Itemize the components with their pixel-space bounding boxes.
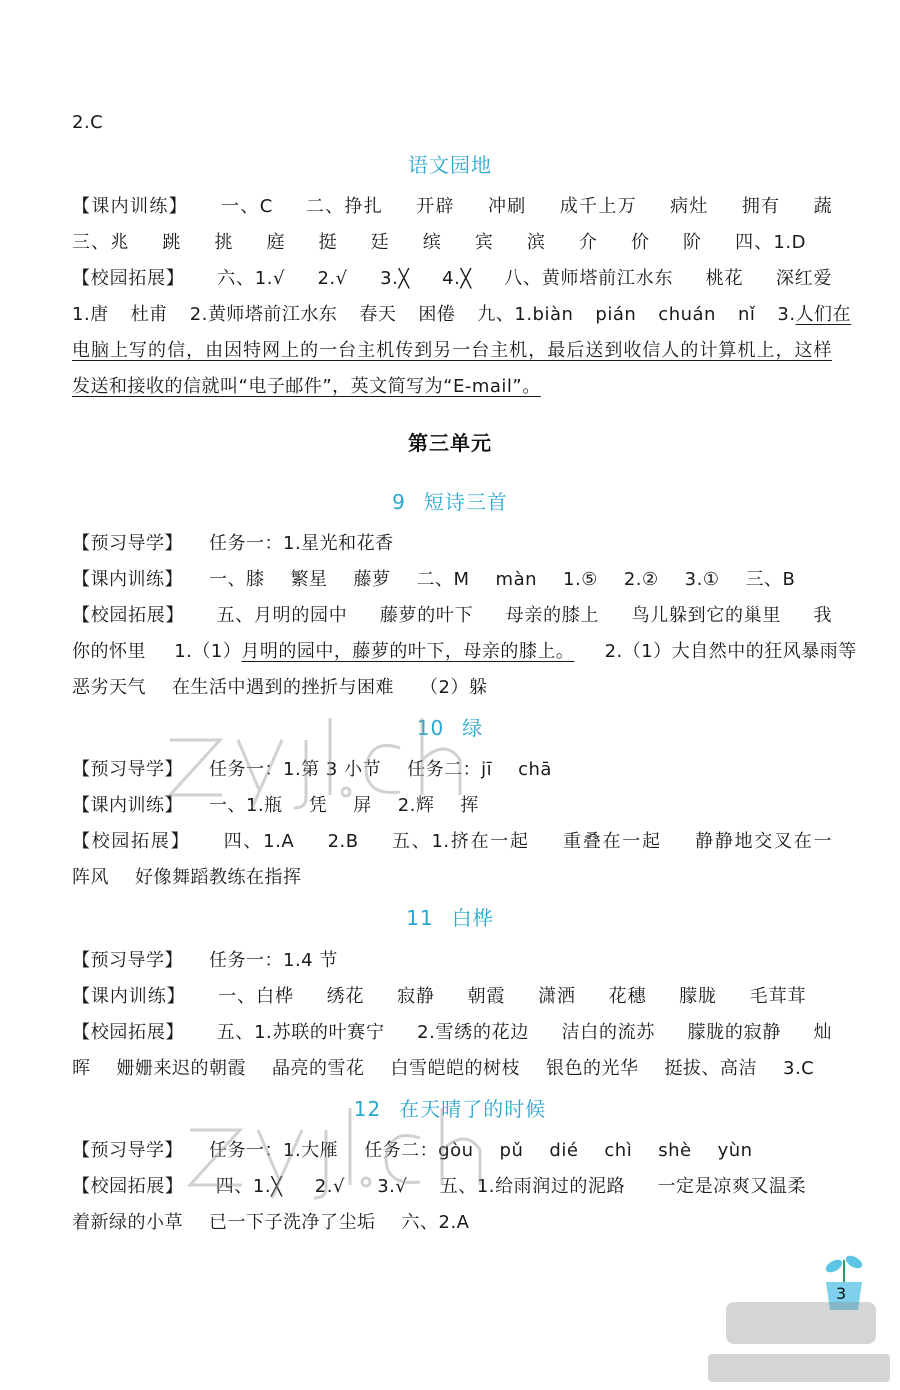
section-title-12: [0, 1097, 900, 1121]
yuwen-line-2: [72, 232, 832, 254]
answer-item: 2.辉: [397, 795, 435, 816]
answer-item: 任务一：1.4 节: [209, 950, 338, 971]
s11-line-3: [72, 1022, 832, 1044]
answer-item: 拥有: [741, 196, 781, 217]
answer-item: 好像舞蹈教练在指挥: [135, 867, 302, 888]
answer-item: 八、黄师塔前江水东: [504, 268, 674, 289]
s12-line-2: [72, 1176, 832, 1198]
answer-item: 任务一：1.星光和花香: [209, 533, 394, 554]
answer-item: 【课内训练】: [72, 795, 183, 816]
section-10-number: 10: [416, 716, 445, 740]
answer-item: 杜甫: [130, 304, 168, 325]
s12-line-1: [72, 1140, 832, 1162]
answer-item: 姗姗来迟的朝霞: [116, 1058, 246, 1079]
answer-item: 屏: [353, 795, 372, 816]
answer-item: 一定是凉爽又温柔: [657, 1176, 807, 1197]
answer-item: （2）躲: [420, 677, 488, 698]
answer-item: 阵风: [72, 867, 109, 888]
answer-item: 重叠在一起: [563, 831, 662, 852]
section-title-yuwen: 语文园地: [408, 153, 492, 177]
answer-item: 晶亮的雪花: [272, 1058, 365, 1079]
answer-item: 静静地交叉在一: [695, 831, 832, 852]
answer-item: 任务一：1.大雁: [209, 1140, 339, 1161]
page-number: 3: [836, 1284, 847, 1303]
answer-item: 藤萝: [353, 569, 391, 590]
yuwen-line-3: [72, 268, 832, 290]
yuwen-line-6-text: 发送和接收的信就叫“电子邮件”，英文简写为“E-mail”。: [72, 376, 541, 397]
s9-line-4: [72, 641, 857, 663]
answer-item: 1.唐: [72, 304, 109, 325]
answer-item: 2.黄师塔前江水东: [189, 304, 338, 325]
answer-item: 晖: [72, 1058, 91, 1079]
answer-item: pián: [595, 304, 637, 325]
unit-title: 第三单元: [408, 431, 492, 455]
answer-item: 价: [630, 232, 651, 253]
s9-line-4-a: 你的怀里: [72, 641, 146, 662]
answer-item: 恶劣天气: [72, 677, 146, 698]
yuwen-line-4-underlined: 人们在: [795, 304, 852, 325]
yuwen-line-5-text: 电脑上写的信，由因特网上的一台主机传到另一台主机，最后送到收信人的计算机上，这样: [72, 340, 832, 361]
answer-item: 六、2.A: [401, 1212, 470, 1233]
answer-item: 【预习导学】: [72, 950, 183, 971]
answer-item: 跳: [162, 232, 182, 253]
answer-item: 繁星: [290, 569, 328, 590]
section-title-11: [0, 906, 900, 930]
yuwen-line-1: [72, 196, 832, 218]
answer-item: 藤萝的叶下: [379, 605, 474, 626]
answer-item: 挺: [318, 232, 338, 253]
answer-item: 一、1.瓶: [209, 795, 283, 816]
answer-item: 凭: [308, 795, 328, 816]
answer-item: 3.C: [783, 1058, 815, 1079]
answer-item: 春天: [359, 304, 397, 325]
answer-item: 四、1.D: [735, 232, 806, 253]
answer-item: 开辟: [416, 196, 455, 217]
answer-item: nǐ: [737, 304, 756, 325]
answer-item: 四、1.╳: [215, 1176, 283, 1197]
answer-item: 一、C: [221, 196, 273, 217]
answer-item: yùn: [717, 1140, 753, 1161]
answer-item: 廷: [370, 232, 390, 253]
answer-item: dié: [549, 1140, 579, 1161]
answer-item: 朦胧的寂静: [687, 1022, 782, 1043]
answer-item: shè: [658, 1140, 692, 1161]
yuwen-line-6: [72, 376, 832, 398]
answer-item: 2.B: [327, 831, 359, 852]
answer-item: 2.√: [317, 268, 348, 289]
answer-item: 困倦: [418, 304, 456, 325]
s9-line-1: [72, 533, 832, 555]
plant-pot-icon: [818, 1252, 870, 1314]
answer-item: 3.: [777, 304, 796, 325]
answer-item: 潇洒: [538, 986, 576, 1007]
s9-line-4-c: 2.（1）大自然中的狂风暴雨等: [604, 641, 857, 662]
answer-item: 2.②: [623, 569, 659, 590]
section-10-title: 绿: [462, 716, 484, 740]
section-9-number: 9: [392, 490, 406, 514]
answer-item: 【校园拓展】: [72, 831, 191, 852]
answer-item: 【课内训练】: [72, 569, 183, 590]
answer-item: pǔ: [499, 1140, 524, 1161]
answer-item: 1.⑤: [563, 569, 598, 590]
answer-item: 银色的光华: [546, 1058, 639, 1079]
answer-item: 五、1.给雨润过的泥路: [439, 1176, 626, 1197]
answer-item: 宾: [474, 232, 494, 253]
answer-item: 一、膝: [209, 569, 265, 590]
answer-item: 二、M: [416, 569, 470, 590]
answer-item: 2.雪绣的花边: [417, 1022, 530, 1043]
answer-item: 白雪皑皑的树枝: [390, 1058, 520, 1079]
answer-item: 我: [813, 605, 832, 626]
answer-item: 【课内训练】: [72, 196, 188, 217]
answer-item: 庭: [266, 232, 286, 253]
answer-item: chā: [518, 759, 552, 780]
yuwen-line-5: [72, 340, 832, 362]
answer-item: 寂静: [397, 986, 435, 1007]
s11-line-2: [72, 986, 832, 1008]
section-title-10: [0, 716, 900, 740]
answer-item: 3.①: [684, 569, 720, 590]
s10-line-3: [72, 831, 832, 853]
s10-line-4: [72, 867, 832, 889]
answer-item: 五、1.苏联的叶赛宁: [216, 1022, 385, 1043]
answer-item: 病灶: [670, 196, 709, 217]
answer-item: 滨: [526, 232, 546, 253]
answer-item: 深红爱: [775, 268, 832, 289]
answer-item: 桃花: [705, 268, 744, 289]
answer-item: 毛茸茸: [749, 986, 807, 1007]
section-12-number: 12: [353, 1097, 382, 1121]
answer-item: chuán: [658, 304, 716, 325]
answer-item: 在生活中遇到的挫折与困难: [172, 677, 394, 698]
answer-item: 【预习导学】: [72, 1140, 183, 1161]
top-answer: 2.C: [72, 112, 104, 133]
answer-item: 介: [578, 232, 599, 253]
answer-item: 一、白桦: [218, 986, 294, 1007]
answer-item: 【校园拓展】: [72, 268, 185, 289]
answer-item: 蔬: [813, 196, 832, 217]
s9-line-2: [72, 569, 832, 591]
answer-item: 【预习导学】: [72, 759, 183, 780]
answer-item: 九、1.biàn: [477, 304, 574, 325]
answer-item: 绣花: [326, 986, 365, 1007]
answer-item: 阶: [683, 232, 703, 253]
answer-item: 洁白的流苏: [561, 1022, 656, 1043]
s9-line-3: [72, 605, 832, 627]
answer-item: 朦胧: [679, 986, 718, 1007]
section-12-title: 在天晴了的时候: [399, 1097, 547, 1121]
answer-item: 2.√: [314, 1176, 345, 1197]
answer-item: 六、1.√: [217, 268, 285, 289]
answer-item: 朝霞: [467, 986, 506, 1007]
answer-item: 二、挣扎: [305, 196, 384, 217]
answer-item: 五、1.挤在一起: [392, 831, 530, 852]
answer-item: chì: [604, 1140, 633, 1161]
section-title-9: [0, 490, 900, 514]
answer-item: 缤: [422, 232, 442, 253]
answer-item: 鸟儿躲到它的巢里: [631, 605, 782, 626]
answer-item: 三、B: [745, 569, 796, 590]
answer-item: 【校园拓展】: [72, 1176, 184, 1197]
s11-line-1: [72, 950, 832, 972]
answer-item: 【校园拓展】: [72, 605, 185, 626]
answer-item: 4.╳: [442, 268, 472, 289]
answer-item: 灿: [813, 1022, 832, 1043]
answer-item: 五、月明的园中: [216, 605, 348, 626]
answer-item: 三、兆: [72, 232, 130, 253]
s9-line-5: [72, 677, 832, 699]
answer-item: 【预习导学】: [72, 533, 183, 554]
answer-item: 挥: [460, 795, 479, 816]
answer-item: 任务二：jī: [407, 759, 493, 780]
answer-item: 【课内训练】: [72, 986, 186, 1007]
yuwen-line-4-plain: [72, 304, 796, 325]
answer-item: màn: [495, 569, 538, 590]
yuwen-line-4: [72, 304, 852, 326]
answer-item: 母亲的膝上: [505, 605, 600, 626]
answer-item: 着新绿的小草: [72, 1212, 183, 1233]
section-9-title: 短诗三首: [423, 490, 508, 514]
s10-line-2: [72, 795, 832, 817]
s9-line-4-b: 1.（1）: [174, 641, 242, 662]
s10-line-1: [72, 759, 832, 781]
answer-item: 任务一：1.第 3 小节: [209, 759, 382, 780]
answer-item: 3.╳: [380, 268, 410, 289]
answer-item: 成千上万: [559, 196, 638, 217]
answer-item: 挺拔、高洁: [664, 1058, 757, 1079]
answer-item: 已一下子洗净了尘垢: [209, 1212, 376, 1233]
section-11-title: 白桦: [451, 906, 494, 930]
answer-item: 花穗: [608, 986, 647, 1007]
answer-item: 四、1.A: [223, 831, 295, 852]
s12-line-3: [72, 1212, 832, 1234]
answer-item: 挑: [214, 232, 234, 253]
answer-item: 任务二：gòu: [364, 1140, 474, 1161]
answer-item: 3.√: [377, 1176, 408, 1197]
section-11-number: 11: [406, 906, 434, 930]
answer-item: 【校园拓展】: [72, 1022, 185, 1043]
s9-line-4-underlined: 月明的园中，藤萝的叶下，母亲的膝上。: [241, 641, 575, 662]
answer-item: 冲刷: [487, 196, 527, 217]
s11-line-4: [72, 1058, 832, 1080]
